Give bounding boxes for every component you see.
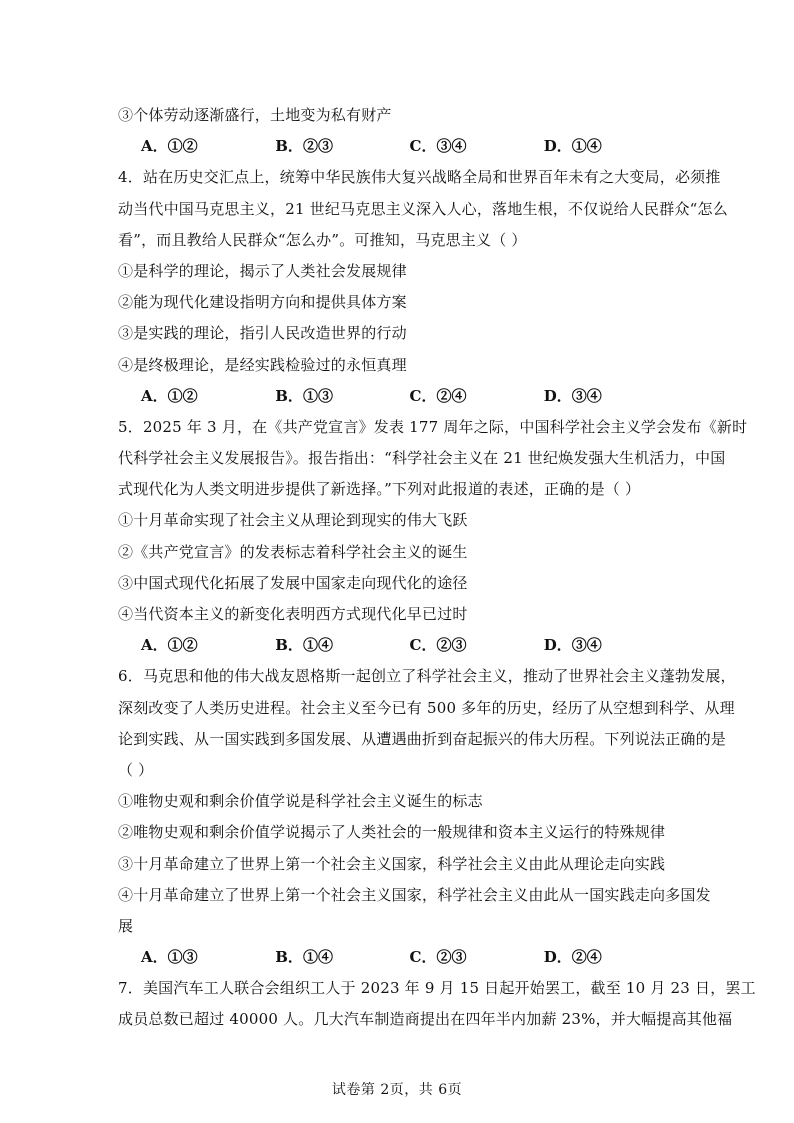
page-footer: 试卷第 2页，共 6页 (331, 1082, 463, 1098)
q7-stem-line: 7．美国汽车工人联合会组织工人于 2023 年 9 月 15 日起开始罢工，截至 10 月 23 日，罢工 (118, 979, 756, 998)
q5-options (118, 630, 678, 661)
q4-item: ①是科学的理论，揭示了人类社会发展规律 (118, 261, 407, 280)
q6-stem-line: 论到实践、从一国实践到多国发展、从遭遇曲折到奋起振兴的伟大历程。下列说法正确的是 (118, 729, 727, 748)
q4-option-c[interactable]: C．②④ (409, 386, 467, 405)
q3-options (118, 131, 678, 162)
q3-item-3: ③个体劳动逐渐盛行，土地变为私有财产 (118, 106, 392, 124)
q4-item: ②能为现代化建设指明方向和提供具体方案 (118, 293, 407, 312)
q5-stem-line: 5．2025 年 3 月，在《共产党宣言》发表 177 周年之际，中国科学社会主义学会发布《新时 (118, 417, 748, 436)
q6-stem-line: 6．马克思和他的伟大战友恩格斯一起创立了科学社会主义，推动了世界社会主义蓬勃发展， (118, 667, 736, 686)
q5-option-d[interactable]: D．③④ (543, 636, 602, 655)
q5-item: ③中国式现代化拓展了发展中国家走向现代化的途径 (118, 573, 468, 592)
q6-item: 展 (118, 916, 134, 935)
q3-option-b[interactable]: B．②③ (275, 137, 333, 156)
page-content (118, 100, 756, 1036)
q6-option-b[interactable]: B．①④ (275, 948, 333, 967)
q6-stem-line: （ ） (118, 760, 154, 779)
q4-item: ③是实践的理论，指引人民改造世界的行动 (118, 324, 407, 343)
q6-item: ②唯物史观和剩余价值学说揭示了人类社会的一般规律和资本主义运行的特殊规律 (118, 823, 666, 842)
q3-option-a[interactable]: A．①② (141, 137, 198, 156)
q4-stem-line: 动当代中国马克思主义，21 世纪马克思主义深入人心，落地生根，不仅说给人民群众“怎么 (118, 199, 728, 218)
q4-option-a[interactable]: A．①② (141, 386, 198, 405)
q6-item: ③十月革命建立了世界上第一个社会主义国家，科学社会主义由此从理论走向实践 (118, 854, 666, 873)
q7-stem-line: 成员总数已超过 40000 人。几大汽车制造商提出在四年半内加薪 23%，并大幅提高其他福 (118, 1010, 733, 1029)
q6-option-a[interactable]: A．①③ (141, 948, 198, 967)
q6-options (118, 942, 678, 973)
q5-option-b[interactable]: B．①④ (275, 636, 333, 655)
q5-stem-line: 式现代化为人类文明进步提供了新选择。”下列对此报道的表述，正确的是（ ） (118, 480, 641, 499)
q5-option-a[interactable]: A．①② (141, 636, 198, 655)
q4-stem-line: 4．站在历史交汇点上，统筹中华民族伟大复兴战略全局和世界百年未有之大变局，必须推 (118, 168, 721, 187)
q4-stem-line: 看”，而且教给人民群众“怎么办”。可推知，马克思主义（ ） (118, 230, 527, 249)
q4-option-b[interactable]: B．①③ (275, 386, 333, 405)
q6-item: ④十月革命建立了世界上第一个社会主义国家，科学社会主义由此从一国实践走向多国发 (118, 885, 711, 904)
q5-option-c[interactable]: C．②③ (409, 636, 467, 655)
q5-item: ②《共产党宣言》的发表标志着科学社会主义的诞生 (118, 542, 468, 561)
q4-options (118, 381, 678, 412)
q3-option-d[interactable]: D．①④ (543, 137, 602, 156)
q5-item: ①十月革命实现了社会主义从理论到现实的伟大飞跃 (118, 511, 468, 530)
q4-item: ④是终极理论，是经实践检验过的永恒真理 (118, 355, 407, 374)
q4-option-d[interactable]: D．③④ (543, 386, 602, 405)
q6-option-d[interactable]: D．②④ (543, 948, 602, 967)
q6-item: ①唯物史观和剩余价值学说是科学社会主义诞生的标志 (118, 792, 483, 811)
q3-option-c[interactable]: C．③④ (409, 137, 467, 156)
q5-item: ④当代资本主义的新变化表明西方式现代化早已过时 (118, 605, 468, 623)
q5-stem-line: 代科学社会主义发展报告》。报告指出：“科学社会主义在 21 世纪焕发强大生机活力，中国 (118, 449, 726, 468)
q6-stem-line: 深刻改变了人类历史进程。社会主义至今已有 500 多年的历史，经历了从空想到科学、从理 (118, 698, 735, 717)
q6-option-c[interactable]: C．②③ (409, 948, 467, 967)
